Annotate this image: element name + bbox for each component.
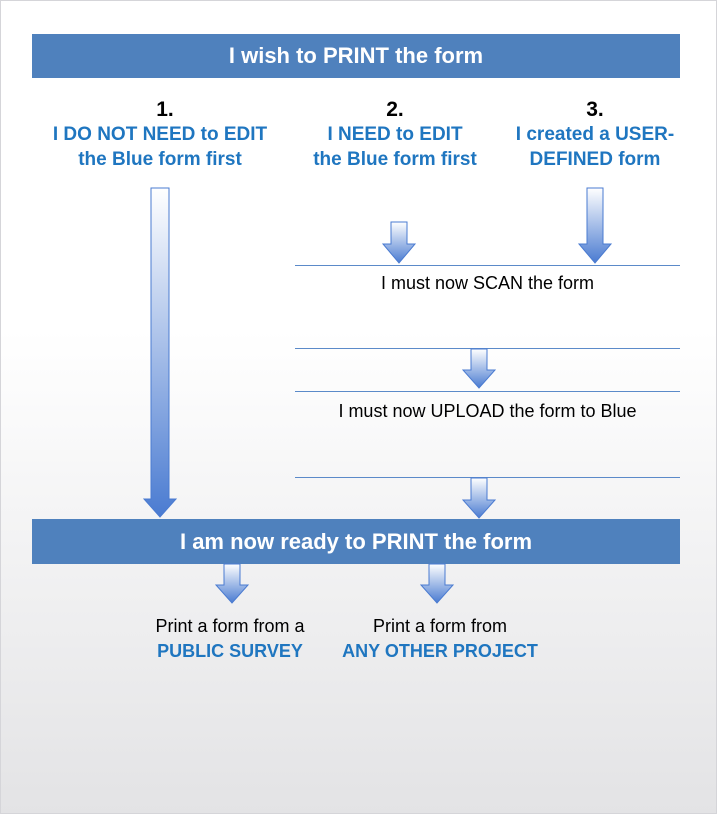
option-2-line1: I NEED to EDIT bbox=[327, 124, 463, 145]
option-1-down-arrow bbox=[143, 188, 177, 518]
ready-title: I am now ready to PRINT the form bbox=[179, 528, 533, 554]
print-option-public-line2: PUBLIC SURVEY bbox=[157, 641, 303, 661]
option-1-number: 1. bbox=[156, 98, 174, 121]
option-3-line2: DEFINED form bbox=[529, 149, 661, 170]
option-3-number: 3. bbox=[586, 98, 604, 121]
option-1-line1: I DO NOT NEED to EDIT bbox=[52, 124, 268, 145]
upload-step-label: I must now UPLOAD the form to Blue bbox=[338, 401, 637, 421]
option-2-down-arrow bbox=[382, 222, 416, 264]
scan-step-label: I must now SCAN the form bbox=[380, 273, 595, 293]
print-option-other-project bbox=[325, 614, 555, 664]
option-3-down-arrow bbox=[578, 188, 612, 264]
ready-banner bbox=[32, 519, 680, 564]
scan-to-upload-arrow bbox=[462, 349, 496, 389]
header-banner bbox=[32, 34, 680, 78]
print-option-other-line1: Print a form from bbox=[372, 616, 508, 636]
option-1-label bbox=[30, 122, 290, 172]
option-2-number: 2. bbox=[386, 98, 404, 121]
option-2-label bbox=[270, 122, 520, 172]
option-2-line2: the Blue form first bbox=[313, 149, 477, 170]
upload-to-ready-arrow bbox=[462, 478, 496, 519]
option-3-label bbox=[490, 122, 700, 172]
print-public-arrow bbox=[215, 564, 249, 604]
option-3-line1: I created a USER- bbox=[515, 124, 675, 145]
print-option-other-line2: ANY OTHER PROJECT bbox=[342, 641, 538, 661]
print-option-public-line1: Print a form from a bbox=[155, 616, 305, 636]
print-option-public-survey bbox=[120, 614, 340, 664]
header-title: I wish to PRINT the form bbox=[228, 43, 484, 68]
scan-step-top-line bbox=[295, 265, 680, 266]
upload-step-top-line bbox=[295, 391, 680, 392]
print-other-arrow bbox=[420, 564, 454, 604]
option-1-line2: the Blue form first bbox=[78, 149, 242, 170]
